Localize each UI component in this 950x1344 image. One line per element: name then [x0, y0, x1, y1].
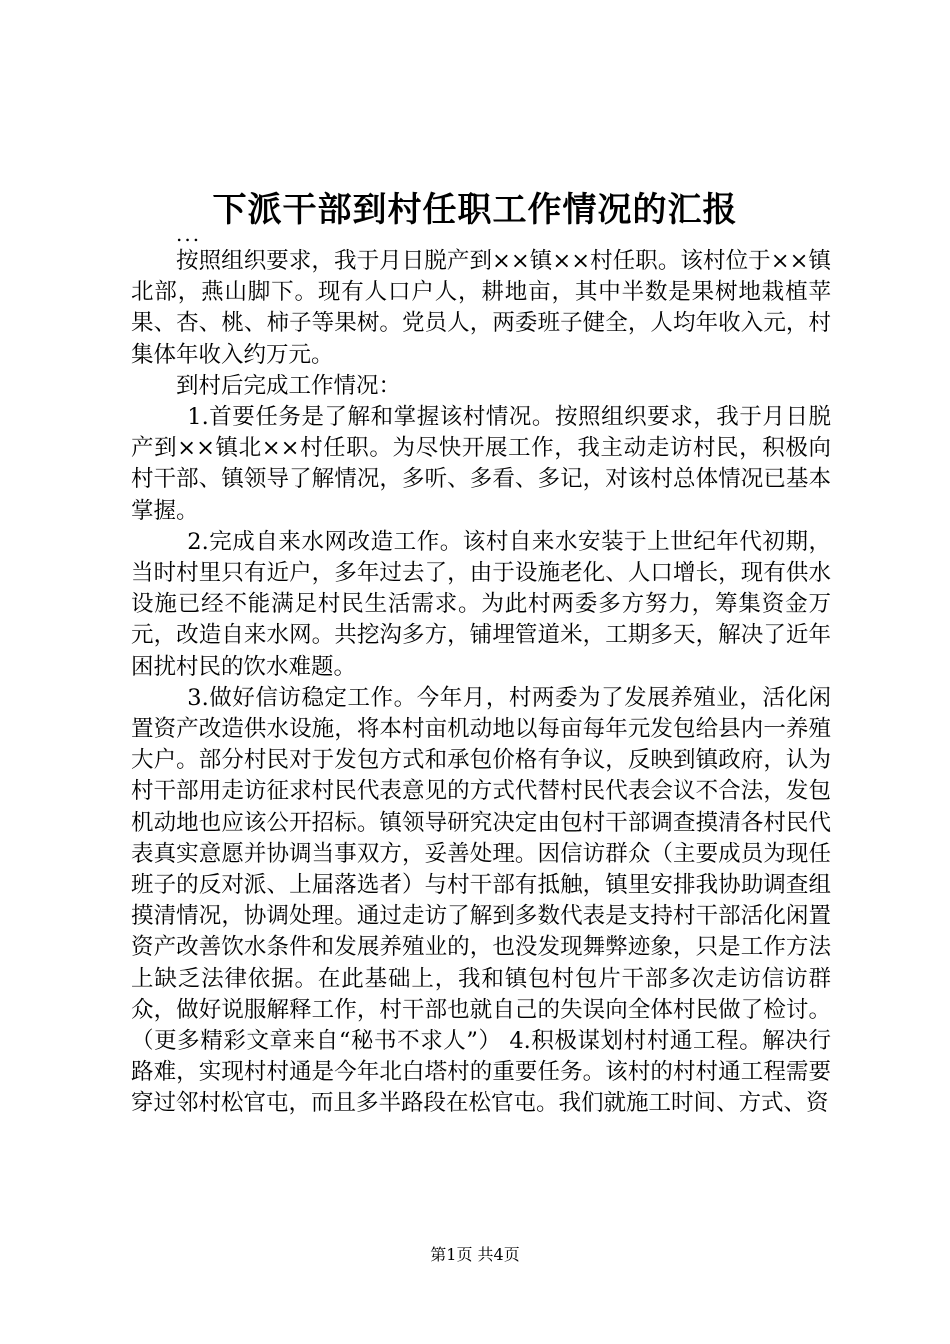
document-title: 下派干部到村任职工作情况的汇报 [212, 190, 738, 230]
paragraph-item-1: 1.首要任务是了解和掌握该村情况。按照组织要求，我于月日脱产到××镇北××村任职。为尽快开展工作，我主动走访村民，积极向村干部、镇领导了解情况，多听、多看、多记，对该村总体情况已基本掌握。 [131, 404, 831, 524]
paragraph-intro: 按照组织要求，我于月日脱产到××镇××村任职。该村位于××镇北部，燕山脚下。现有人口户人，耕地亩，其中半数是果树地栽植苹果、杏、桃、柿子等果树。党员人，两委班子健全，人均年收入元，村集体年收入约万元。 [131, 248, 831, 368]
page-number-footer: 第1页 共4页 [430, 1245, 520, 1264]
paragraph-item-3: 3.做好信访稳定工作。今年月，村两委为了发展养殖业，活化闲置资产改造供水设施，将本村亩机动地以每亩每年元发包给县内一养殖大户。部分村民对于发包方式和承包价格有争议，反映到镇政府，认为村干部用走访征求村民代表意见的方式代替村民代表会议不合法，发包机动地也应该公开招标。镇领导研究决定由包村干部调查摸清各村民代表真实意愿并协调当事双方，妥善处理。因信访群众（主要成员为现任班子的反对派、上届落选者）与村干部有抵触，镇里安排我协助调查组摸清情况，协调处理。通过走访了解到多数代表是支持村干部活化闲置资产改善饮水条件和发展养殖业的，也没发现舞弊迹象，只是工作方法上缺乏法律依据。在此基础上，我和镇包村包片干部多次走访信访群众，做好说服解释工作，村干部也就自己的失误向全体村民做了检讨。（更多精彩文章来自“秘书不求人”） 4.积极谋划村村通工程。解决行路难，实现村村通是今年北白塔村的重要任务。该村的村村通工程需要穿过邻村松官屯，而且多半路段在松官屯。我们就施工时间、方式、资 [131, 684, 831, 1117]
document-body [131, 246, 831, 1120]
paragraph-item-2: 2.完成自来水网改造工作。该村自来水安装于上世纪年代初期，当时村里只有近户，多年过去了，由于设施老化、人口增长，现有供水设施已经不能满足村民生活需求。为此村两委多方努力，筹集资金万元，改造自来水网。共挖沟多方，铺埋管道米，工期多天，解决了近年困扰村民的饮水难题。 [131, 528, 831, 680]
ellipsis-marker: ... [176, 222, 202, 246]
paragraph-work-summary-heading: 到村后完成工作情况： [176, 372, 402, 399]
